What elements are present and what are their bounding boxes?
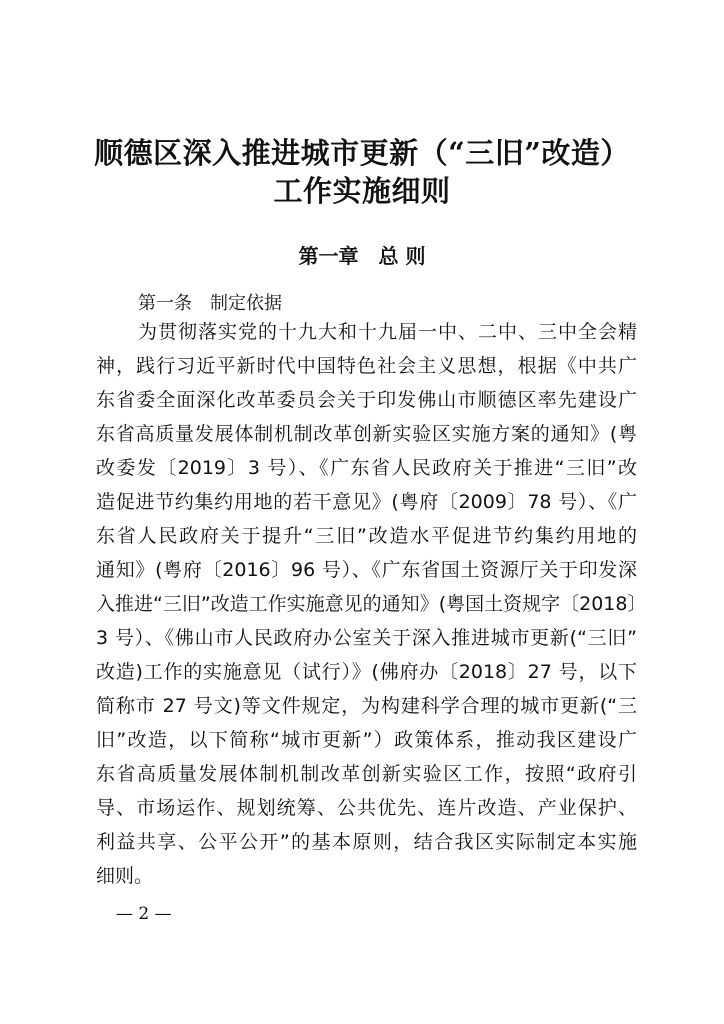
- body-line: 3 号）、《佛山市人民政府办公室关于深入推进城市更新(“三旧”: [96, 627, 637, 649]
- body-line: 东省人民政府关于提升“三旧”改造水平促进节约集约用地的: [96, 525, 637, 547]
- document-title-line-2: 工作实施细则: [273, 174, 451, 208]
- page-number: — 2 —: [116, 904, 172, 924]
- body-line: 为贯彻落实党的十九大和十九届一中、二中、三中全会精: [138, 321, 637, 343]
- body-line: 神，践行习近平新时代中国特色社会主义思想，根据《中共广: [96, 355, 637, 377]
- body-line: 通知》(粤府〔2016〕96 号）、《广东省国土资源厅关于印发深: [96, 559, 637, 581]
- body-line: 东省高质量发展体制机制改革创新实验区工作，按照“政府引: [96, 763, 637, 785]
- body-line: 改委发〔2019〕3 号）、《广东省人民政府关于推进“三旧”改: [96, 457, 637, 479]
- body-line: 导、市场运作、规划统筹、公共优先、连片改造、产业保护、: [96, 797, 637, 819]
- body-line: 旧”改造，以下简称“城市更新”）政策体系，推动我区建设广: [96, 729, 637, 751]
- body-line: 改造)工作的实施意见（试行）》(佛府办〔2018〕27 号，以下: [96, 661, 637, 683]
- body-line: 东省委全面深化改革委员会关于印发佛山市顺德区率先建设广: [96, 389, 637, 411]
- body-line: 东省高质量发展体制机制改革创新实验区实施方案的通知》(粤: [96, 423, 637, 445]
- document-title-line-1: 顺德区深入推进城市更新（“三旧”改造）: [94, 136, 630, 170]
- body-line: 入推进“三旧”改造工作实施意见的通知》(粤国土资规字〔2018〕: [96, 593, 647, 615]
- body-line: 造促进节约集约用地的若干意见》(粤府〔2009〕78 号）、《广: [96, 491, 637, 513]
- body-line: 利益共享、公平公开”的基本原则，结合我区实际制定本实施: [96, 831, 637, 853]
- body-line: 细则。: [96, 865, 154, 887]
- article-body: [96, 315, 647, 893]
- chapter-heading: 第一章 总 则: [298, 244, 426, 268]
- body-line: 简称市 27 号文)等文件规定，为构建科学合理的城市更新(“三: [96, 695, 637, 717]
- article-heading: 第一条 制定依据: [138, 293, 282, 314]
